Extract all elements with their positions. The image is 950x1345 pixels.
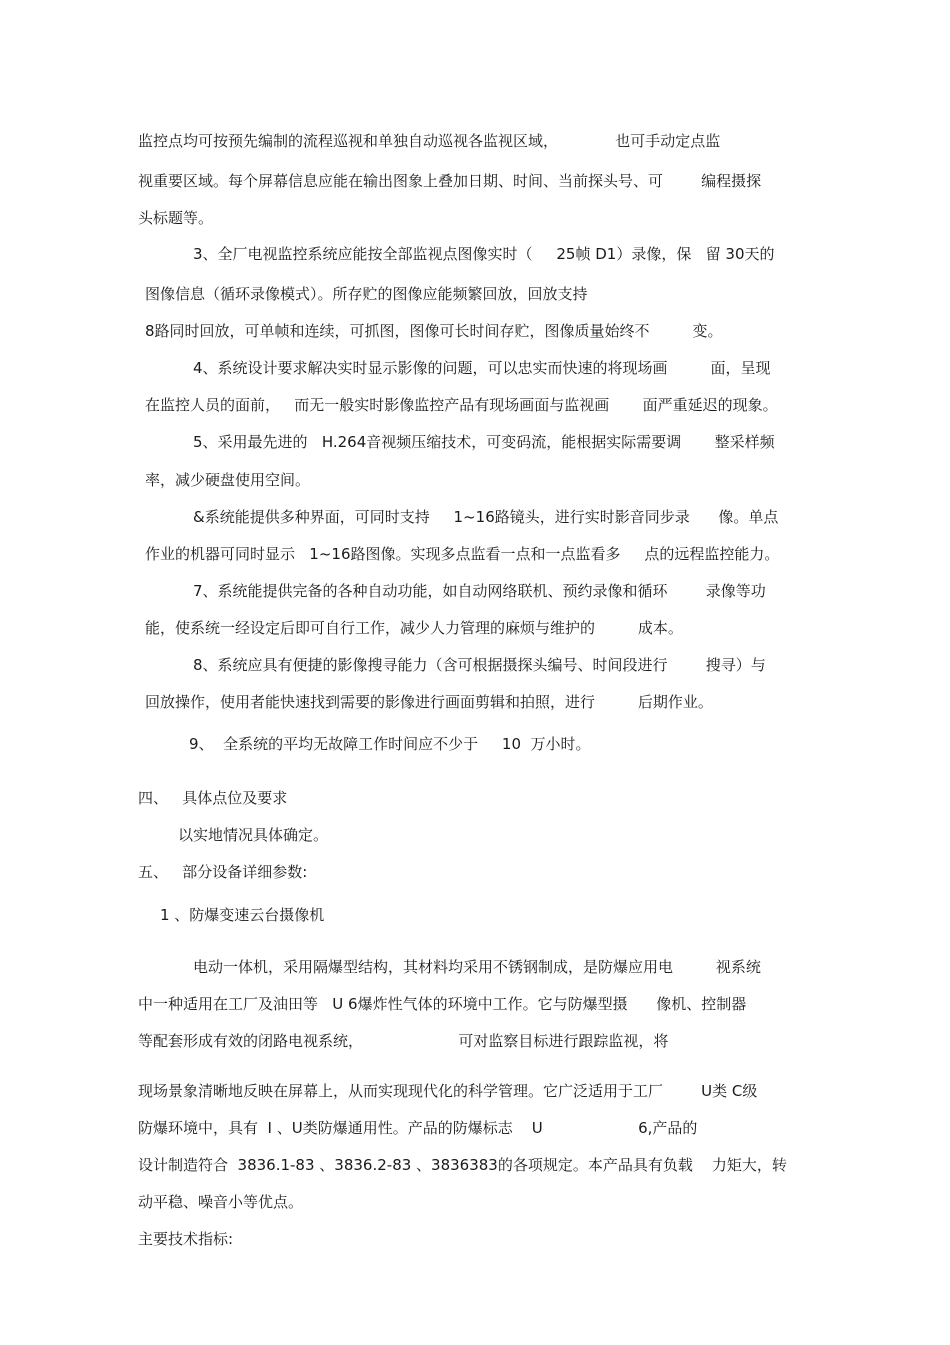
text-line: 等配套形成有效的闭路电视系统， 可对监察目标进行跟踪监视，将	[138, 1032, 669, 1050]
text-line: &系统能提供多种界面，可同时支持 1~16路镜头，进行实时影音同步录 像。单点	[193, 508, 779, 526]
text-line: 率，减少硬盘使用空间。	[145, 471, 311, 489]
text-line: 在监控人员的面前， 而无一般实时影像监控产品有现场画面与监视画 面严重延迟的现象。	[145, 396, 778, 414]
text-line: 5、采用最先进的 H.264音视频压缩技术，可变码流，能根据实际需要调 整采样频	[193, 433, 775, 451]
text-line: 作业的机器可同时显示 1~16路图像。实现多点监看一点和一点监看多 点的远程监控能力。	[145, 545, 780, 563]
text-line: 头标题等。	[138, 209, 214, 227]
text-line: 监控点均可按预先编制的流程巡视和单独自动巡视各监视区域， 也可手动定点监	[138, 132, 721, 150]
text-line: 中一种适用在工厂及油田等 U 6爆炸性气体的环境中工作。它与防爆型摄 像机、控制器	[138, 995, 747, 1013]
section-heading: 五、 部分设备详细参数:	[138, 863, 308, 881]
text-line: 回放操作，使用者能快速找到需要的影像进行画面剪辑和拍照，进行 后期作业。	[145, 693, 713, 711]
text-line: 设计制造符合 3836.1-83 、3836.2-83 、3836383的各项规定。本产品具有负载 力矩大，转	[138, 1156, 787, 1174]
text-line: 3、全厂电视监控系统应能按全部监视点图像实时（ 25帧 D1）录像，保 留 30天的	[193, 245, 775, 263]
text-line: 电动一体机，采用隔爆型结构，其材料均采用不锈钢制成，是防爆应用电 视系统	[193, 958, 761, 976]
text-line: 主要技术指标:	[138, 1230, 234, 1248]
text-line: 8、系统应具有便捷的影像搜寻能力（含可根据摄探头编号、时间段进行 搜寻）与	[193, 656, 766, 674]
text-line: 动平稳、噪音小等优点。	[138, 1193, 304, 1211]
text-line: 防爆环境中，具有 I 、U类防爆通用性。产品的防爆标志 U 6,产品的	[138, 1119, 698, 1137]
text-line: 视重要区域。每个屏幕信息应能在输出图象上叠加日期、时间、当前探头号、可 编程摄探	[138, 172, 762, 190]
text-line: 7、系统能提供完备的各种自动功能，如自动网络联机、预约录像和循环 录像等功	[193, 582, 766, 600]
text-line: 4、系统设计要求解决实时显示影像的问题，可以忠实而快速的将现场画 面，呈现	[193, 359, 771, 377]
text-line: 以实地情况具体确定。	[178, 826, 329, 844]
subsection-heading: 1 、防爆变速云台摄像机	[160, 906, 325, 924]
section-heading: 四、 具体点位及要求	[138, 789, 288, 807]
text-line: 图像信息（循环录像模式）。所存贮的图像应能频繁回放，回放支持	[145, 285, 588, 303]
text-line: 8路同时回放，可单帧和连续，可抓图，图像可长时间存贮，图像质量始终不 变。	[145, 322, 723, 340]
text-line: 现场景象清晰地反映在屏幕上，从而实现现代化的科学管理。它广泛适用于工厂 U类 C级	[138, 1082, 758, 1100]
text-line: 能，使系统一经设定后即可自行工作，减少人力管理的麻烦与维护的 成本。	[145, 619, 683, 637]
text-line: 9、 全系统的平均无故障工作时间应不少于 10 万小时。	[189, 735, 591, 753]
